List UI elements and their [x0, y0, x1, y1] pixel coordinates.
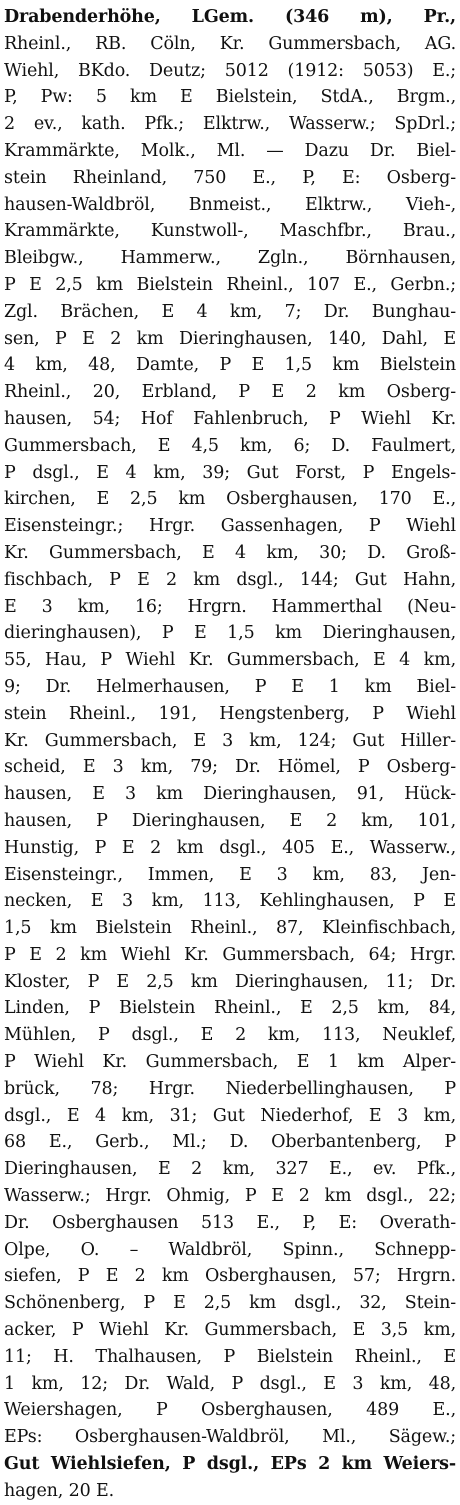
- entry-line: sen, P E 2 km Dieringhausen, 140, Dahl, E: [4, 328, 456, 349]
- entry-line: P Wiehl Kr. Gummersbach, E 1 km Alper-: [4, 1052, 456, 1073]
- entry-line: 1 km, 12; Dr. Wald, P dsgl., E 3 km, 48,: [4, 1373, 456, 1394]
- entry-line: siefen, P E 2 km Osberghausen, 57; Hrgrn.: [4, 1266, 456, 1287]
- entry-line: stein Rheinl., 191, Hengstenberg, P Wiehl: [4, 703, 456, 724]
- entry-line: Eisensteingr.; Hrgr. Gassenhagen, P Wiehl: [4, 516, 456, 537]
- entry-line: Rheinl., 20, Erbland, P E 2 km Osberg-: [4, 382, 456, 403]
- entry-line: hausen, E 3 km Dieringhausen, 91, Hück-: [4, 784, 456, 805]
- entry-line: E 3 km, 16; Hrgrn. Hammerthal (Neu-: [4, 596, 456, 617]
- entry-line: Drabenderhöhe, LGem. (346 m), Pr.,: [4, 7, 456, 27]
- entry-line: Gummersbach, E 4,5 km, 6; D. Faulmert,: [4, 435, 456, 456]
- entry-line: 4 km, 48, Damte, P E 1,5 km Bielstein: [4, 355, 456, 376]
- entry-line: 1,5 km Bielstein Rheinl., 87, Kleinfischbach,: [4, 918, 456, 939]
- entry-line: dsgl., E 4 km, 31; Gut Niederhof, E 3 km,: [4, 1105, 456, 1126]
- entry-line: Schönenberg, P E 2,5 km dsgl., 32, Stein-: [4, 1293, 456, 1314]
- entry-line: dieringhausen), P E 1,5 km Dieringhausen,: [4, 623, 456, 644]
- entry-line: Weiershagen, P Osberghausen, 489 E.,: [4, 1400, 456, 1421]
- entry-line: Rheinl., RB. Cöln, Kr. Gummersbach, AG.: [4, 33, 456, 54]
- entry-line: hagen, 20 E.: [4, 1480, 115, 1501]
- entry-line: EPs: Osberghausen-Waldbröl, Ml., Sägew.;: [4, 1427, 456, 1448]
- entry-line: P E 2 km Wiehl Kr. Gummersbach, 64; Hrgr.: [4, 944, 456, 965]
- entry-line: P E 2,5 km Bielstein Rheinl., 107 E., Gerbn.;: [4, 274, 456, 295]
- entry-line: brück, 78; Hrgr. Niederbellinghausen, P: [4, 1078, 456, 1099]
- entry-line: Zgl. Brächen, E 4 km, 7; Dr. Bunghau-: [4, 301, 456, 322]
- entry-line: 55, Hau, P Wiehl Kr. Gummersbach, E 4 km,: [4, 650, 456, 671]
- entry-line: P dsgl., E 4 km, 39; Gut Forst, P Engels-: [4, 462, 456, 483]
- entry-line: Dieringhausen, E 2 km, 327 E., ev. Pfk.,: [4, 1159, 456, 1180]
- entry-line: Wiehl, BKdo. Deutz; 5012 (1912: 5053) E.;: [4, 60, 456, 81]
- entry-line: Eisensteingr., Immen, E 3 km, 83, Jen-: [4, 864, 456, 885]
- entry-line: Krammärkte, Kunstwoll-, Maschfbr., Brau.,: [4, 221, 456, 242]
- entry-line: 9; Dr. Helmerhausen, P E 1 km Biel-: [4, 676, 456, 697]
- entry-line: P, Pw: 5 km E Bielstein, StdA., Brgm.,: [4, 87, 456, 108]
- entry-line: scheid, E 3 km, 79; Dr. Hömel, P Osberg-: [4, 757, 456, 778]
- entry-line: 11; H. Thalhausen, P Bielstein Rheinl., E: [4, 1346, 456, 1367]
- entry-line: acker, P Wiehl Kr. Gummersbach, E 3,5 km,: [4, 1320, 456, 1341]
- entry-line: Gut Wiehlsiefen, P dsgl., EPs 2 km Weiers-: [4, 1454, 456, 1475]
- entry-line: fischbach, P E 2 km dsgl., 144; Gut Hahn,: [4, 569, 456, 590]
- entry-line: 2 ev., kath. Pfk.; Elktrw., Wasserw.; SpDrl.;: [4, 114, 456, 135]
- entry-line: Olpe, O. – Waldbröl, Spinn., Schnepp-: [4, 1239, 456, 1260]
- entry-line: hausen-Waldbröl, Bnmeist., Elktrw., Vieh-,: [4, 194, 456, 215]
- entry-line: Mühlen, P dsgl., E 2 km, 113, Neuklef,: [4, 1025, 456, 1046]
- entry-line: Bleibgw., Hammerw., Zgln., Börnhausen,: [4, 248, 456, 269]
- entry-line: hausen, P Dieringhausen, E 2 km, 101,: [4, 810, 456, 831]
- entry-line: Krammärkte, Molk., Ml. — Dazu Dr. Biel-: [4, 140, 456, 161]
- entry-line: Kr. Gummersbach, E 3 km, 124; Gut Hiller-: [4, 730, 456, 751]
- entry-line: stein Rheinland, 750 E., P, E: Osberg-: [4, 167, 456, 188]
- gazetteer-entry: [4, 4, 456, 1505]
- entry-line: Linden, P Bielstein Rheinl., E 2,5 km, 84,: [4, 998, 456, 1019]
- entry-line: necken, E 3 km, 113, Kehlinghausen, P E: [4, 891, 456, 912]
- entry-line: kirchen, E 2,5 km Osberghausen, 170 E.,: [4, 489, 456, 510]
- entry-line: hausen, 54; Hof Fahlenbruch, P Wiehl Kr.: [4, 408, 456, 429]
- entry-line: Wasserw.; Hrgr. Ohmig, P E 2 km dsgl., 22;: [4, 1186, 456, 1207]
- entry-line: 68 E., Gerb., Ml.; D. Oberbantenberg, P: [4, 1132, 456, 1153]
- entry-line: Kloster, P E 2,5 km Dieringhausen, 11; Dr.: [4, 971, 456, 992]
- entry-line: Hunstig, P E 2 km dsgl., 405 E., Wasserw.,: [4, 837, 456, 858]
- entry-line: Dr. Osberghausen 513 E., P, E: Overath-: [4, 1212, 456, 1233]
- entry-line: Kr. Gummersbach, E 4 km, 30; D. Groß-: [4, 542, 456, 563]
